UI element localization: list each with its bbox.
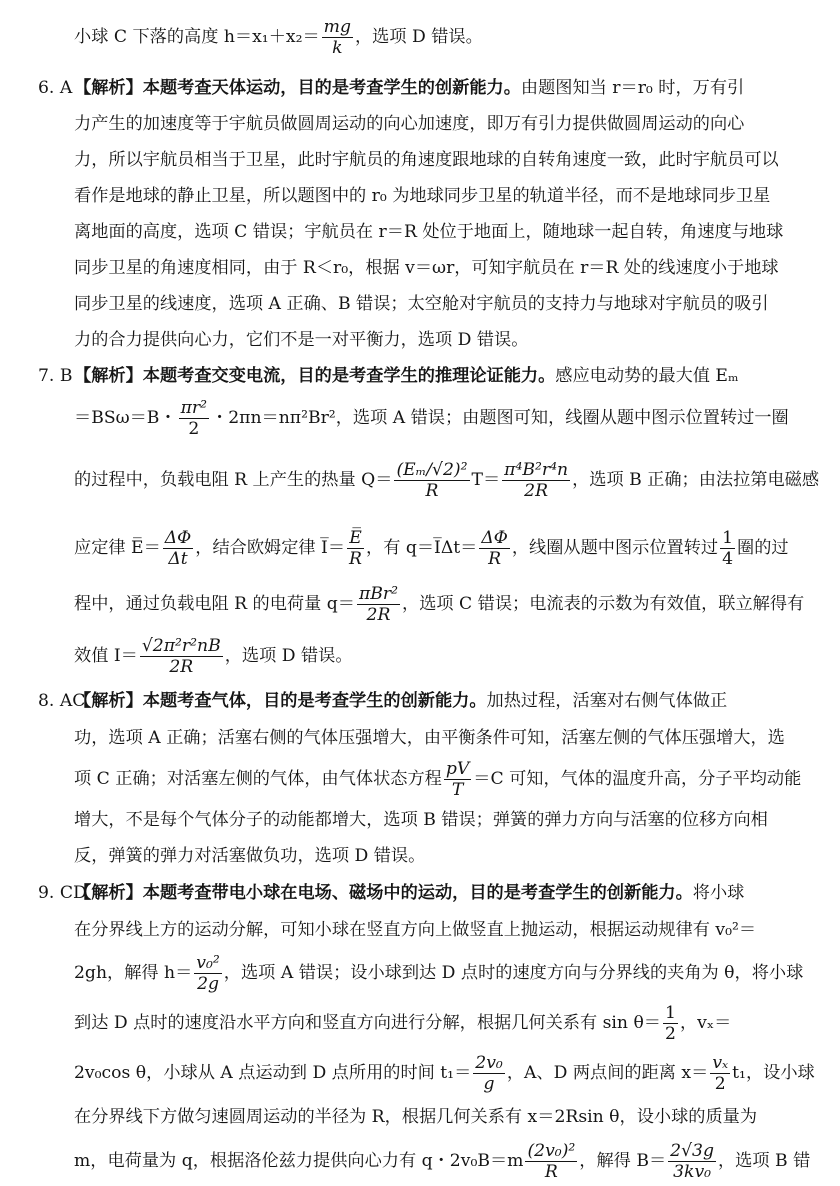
text-line: ＝BSω＝B・ $\frac{\text{πr²}}{2}$ ・2πn＝nπ²Br²，选项 A 错误；由题图可知，线圈从题中图示位置转过一圈 xyxy=(74,397,789,439)
text-line: 在分界线下方做匀速圆周运动的半径为 R，根据几何关系有 x＝2Rsin θ，设小球的质量为 xyxy=(74,1107,758,1127)
fraction: $\frac{2√3g}{\text{3kv₀}}$ xyxy=(670,1140,714,1182)
fraction: $\frac{pV}{T}$ xyxy=(445,758,470,800)
text-line: 6. A 【解析】本题考查天体运动，目的是考查学生的创新能力。由题图知当 r＝r₀ 时，万有引 xyxy=(74,70,800,106)
text-line: 项 C 正确；对活塞左侧的气体，由气体状态方程 $\frac{pV}{T}$ ＝C 可知，气体的温度升高，分子平均动能 xyxy=(74,758,802,800)
analysis-heading: 【解析】本题考查带电小球在电场、磁场中的运动，目的是考查学生的创新能力。 xyxy=(74,883,693,903)
text-line: 看作是地球的静止卫星，所以题图中的 r₀ 为地球同步卫星的轨道半径，而不是地球同步卫星 xyxy=(74,186,771,206)
text-line: 小球 C 下落的高度 h＝x₁＋x₂＝ $\frac{mg}{k}$ ，选项 D 错误。 xyxy=(74,17,483,59)
fraction: $\frac{\text{(2v₀)²}}{R}$ xyxy=(527,1140,576,1182)
text-line: 增大，不是每个气体分子的动能都增大，选项 B 错误；弹簧的弹力方向与活塞的位移方向相 xyxy=(74,810,768,830)
fraction: $\frac{E̅}{R}$ xyxy=(349,527,362,569)
fraction: $\frac{\text{√2π²r²nB}}{2R}$ xyxy=(141,635,221,677)
text-line: 2v₀cos θ，小球从 A 点运动到 D 点所用的时间 t₁＝ $\frac{\text{2v₀}}{g}$ ，A、D 两点间的距离 x＝ $\frac{\text{vₓ}}{2}$ t₁，设小球 xyxy=(74,1052,815,1094)
item-number: 6. A xyxy=(38,78,73,98)
text-line: 反，弹簧的弹力对活塞做负功，选项 D 错误。 xyxy=(74,846,426,866)
text-line: m，电荷量为 q，根据洛伦兹力提供向心力有 q・2v₀B＝m $\frac{\text{(2v₀)²}}{R}$ ，解得 B＝ $\frac{2√3g}{\text{3kv₀}}$ ，选项 B 错 xyxy=(74,1140,811,1182)
item-number: 9. CD xyxy=(38,883,87,903)
fraction: $\frac{\Delta\Phi}{R}$ xyxy=(481,527,508,569)
text-line: 7. B 【解析】本题考查交变电流，目的是考查学生的推理论证能力。感应电动势的最大值 Eₘ xyxy=(74,358,800,394)
text-line: 程中，通过负载电阻 R 的电荷量 q＝ $\frac{\text{πBr²}}{2R}$ ，选项 C 错误；电流表的示数为有效值，联立解得有 xyxy=(74,583,805,625)
fraction: $\frac{\text{πBr²}}{2R}$ xyxy=(358,583,399,625)
text-line: 效值 I＝ $\frac{\text{√2π²r²nB}}{2R}$ ，选项 D 错误。 xyxy=(74,635,353,677)
fraction: $\frac{\text{v₀²}}{2g}$ xyxy=(196,952,220,994)
analysis-heading: 【解析】本题考查气体，目的是考查学生的创新能力。 xyxy=(74,691,487,711)
text-line: 9. CD 【解析】本题考查带电小球在电场、磁场中的运动，目的是考查学生的创新能力。将小球 xyxy=(74,874,800,912)
text-line: 力，所以宇航员相当于卫星，此时宇航员的角速度跟地球的自转角速度一致，此时宇航员可以 xyxy=(74,150,779,170)
item-number: 8. AC xyxy=(38,691,86,711)
fraction: $\frac{mg}{k}$ xyxy=(323,17,351,59)
fraction: $\frac{\text{πr²}}{2}$ xyxy=(180,397,208,439)
fraction: $\frac{\text{vₓ}}{2}$ xyxy=(712,1052,729,1094)
fraction: $\frac{1}{4}$ xyxy=(722,527,734,569)
fraction: $\frac{1}{2}$ xyxy=(665,1002,676,1044)
answer-item-8 xyxy=(38,682,802,874)
continuation-text xyxy=(74,17,800,59)
fraction: $\frac{\Delta\Phi}{\Delta t}$ xyxy=(164,527,192,569)
item-number: 7. B xyxy=(38,366,73,386)
text-line: 应定律 E̅＝ $\frac{\Delta\Phi}{\Delta t}$ ，结合欧姆定律 I̅＝ $\frac{E̅}{R}$ ，有 q＝I̅Δt＝ $\frac{\Delta\Phi}{R}$ ，线圈从题中图示位置转过 $\frac{1}{4}$ 圈的过 xyxy=(74,527,789,569)
fraction: $\frac{\text{2v₀}}{g}$ xyxy=(475,1052,503,1094)
text-line: 同步卫星的角速度相同，由于 R＜r₀，根据 v＝ωr，可知宇航员在 r＝R 处的线速度小于地球 xyxy=(74,258,779,278)
text-line: 8. AC 【解析】本题考查气体，目的是考查学生的创新能力。加热过程，活塞对右侧气体做正 xyxy=(74,682,800,720)
fraction: $\frac{\text{π⁴B²r⁴n}}{2R}$ xyxy=(504,459,569,501)
answer-item-9 xyxy=(38,874,815,1186)
text-line: 在分界线上方的运动分解，可知小球在竖直方向上做竖直上抛运动，根据运动规律有 v₀²＝ xyxy=(74,920,757,940)
text-line: 功，选项 A 正确；活塞右侧的气体压强增大，由平衡条件可知，活塞左侧的气体压强增大，选 xyxy=(74,728,785,748)
text-line: 到达 D 点时的速度沿水平方向和竖直方向进行分解，根据几何关系有 sin θ＝ $\frac{1}{2}$ ，vₓ＝ xyxy=(74,1002,732,1044)
text-line: 力的合力提供向心力，它们不是一对平衡力，选项 D 错误。 xyxy=(74,330,529,350)
analysis-heading: 【解析】本题考查天体运动，目的是考查学生的创新能力。 xyxy=(74,78,521,98)
answer-item-7 xyxy=(38,358,820,682)
text-line: 离地面的高度，选项 C 错误；宇航员在 r＝R 处位于地面上，随地球一起自转，角速度与地球 xyxy=(74,222,784,242)
text-line: 同步卫星的线速度，选项 A 正确、B 错误；太空舱对宇航员的支持力与地球对宇航员的吸引 xyxy=(74,294,769,314)
answer-item-6 xyxy=(38,70,800,358)
text-line: 的过程中，负载电阻 R 上产生的热量 Q＝ $\frac{\text{(Eₘ/√2)²}}{R}$ T＝ $\frac{\text{π⁴B²r⁴n}}{2R}$ ，选项 B 正确；由法拉第电磁感 xyxy=(74,459,820,501)
analysis-heading: 【解析】本题考查交变电流，目的是考查学生的推理论证能力。 xyxy=(74,366,556,386)
fraction: $\frac{\text{(Eₘ/√2)²}}{R}$ xyxy=(396,459,468,501)
text-line: 力产生的加速度等于宇航员做圆周运动的向心加速度，即万有引力提供做圆周运动的向心 xyxy=(74,114,745,134)
text-line: 2gh，解得 h＝ $\frac{\text{v₀²}}{2g}$ ，选项 A 错误；设小球到达 D 点时的速度方向与分界线的夹角为 θ，将小球 xyxy=(74,952,804,994)
